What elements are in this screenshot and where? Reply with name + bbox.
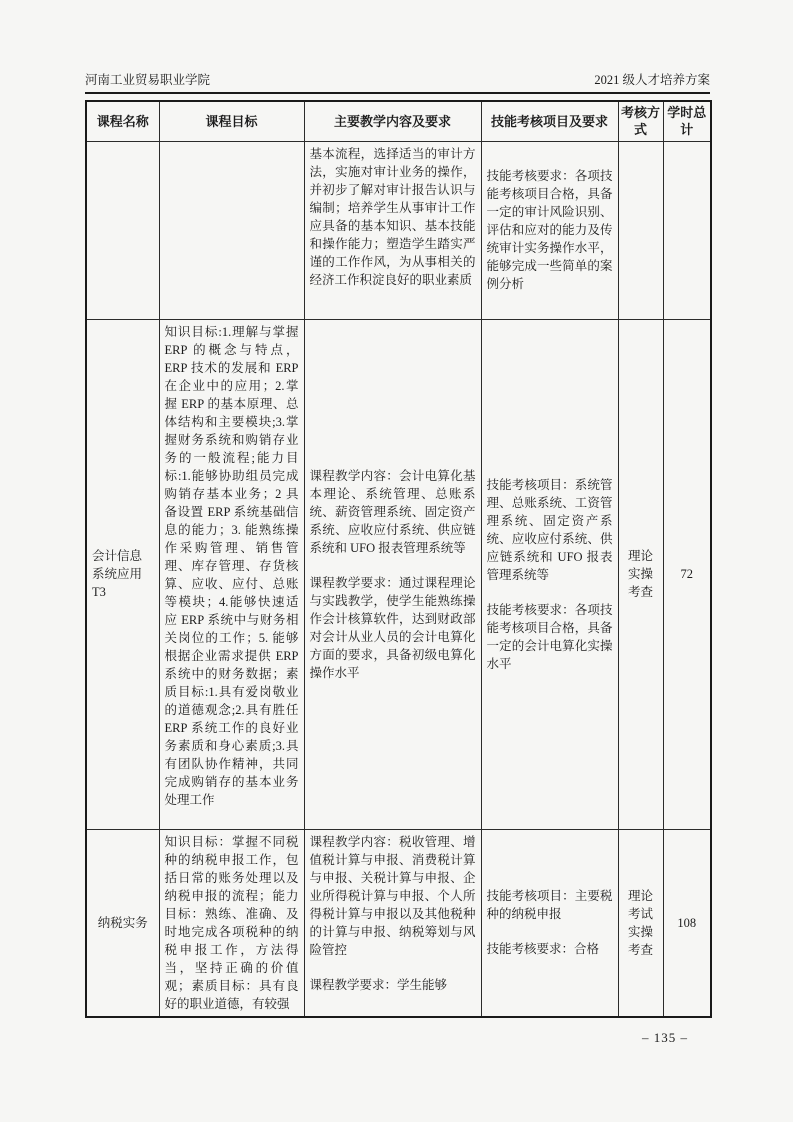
content-paragraph: 课程教学内容：税收管理、增值税计算与申报、消费税计算与申报、关税计算与申报、企业所得税计算与申报、个人所得税计算与申报以及其他税种的计算与申报、纳税筹划与风险管控 (309, 834, 476, 957)
cell-objectives (159, 141, 304, 319)
assessment-paragraph: 技能考核项目：系统管理、总账系统、工资管理系统、固定资产系统、应收应付系统、供应链系统和 UFO 报表管理系统等 (486, 477, 613, 582)
method-line: 考试 (627, 906, 653, 921)
objectives-paragraph: 知识目标：掌握不同税种的纳税申报工作，包括日常的账务处理以及纳税申报的流程；能力目标：熟练、准确、及时地完成各项税种的纳税申报工作，方法得当，坚持正确的价值观；素质目标：具有良好的职业道德，有较强 (164, 834, 299, 1011)
header-program-title: 2021 级人才培养方案 (594, 73, 710, 87)
col-header-course-name: 课程名称 (86, 101, 159, 141)
method-line: 实操 (627, 567, 653, 581)
content-paragraph: 课程教学要求：学生能够 (309, 977, 448, 992)
page-header (85, 70, 710, 94)
cell-content (304, 141, 481, 319)
cell-method (618, 319, 663, 829)
cell-hours: 72 (663, 319, 711, 829)
col-header-objectives: 课程目标 (159, 101, 304, 141)
method-line: 理论 (627, 549, 653, 563)
cell-assessment (481, 141, 618, 319)
table-header-row (86, 101, 711, 141)
cell-hours (663, 141, 711, 319)
course-name-line: T3 (92, 585, 106, 599)
courses-table (85, 100, 712, 1018)
cell-assessment (481, 829, 618, 1017)
cell-content (304, 829, 481, 1017)
cell-objectives (159, 319, 304, 829)
method-line: 考查 (627, 585, 653, 599)
table-row-accounting-info-system (86, 319, 711, 829)
course-name-line: 纳税实务 (97, 915, 148, 930)
method-line: 实操 (627, 924, 653, 939)
col-header-hours: 学时总计 (663, 101, 711, 141)
header-school-name: 河南工业贸易职业学院 (85, 73, 211, 87)
courses-table-wrap (85, 100, 710, 1018)
page-number: – 135 – (642, 1030, 688, 1045)
cell-course-name (86, 829, 159, 1017)
cell-objectives (159, 829, 304, 1017)
cell-method (618, 829, 663, 1017)
assessment-paragraph: 技能考核要求：各项技能考核项目合格，具备一定的审计风险识别、评估和应对的能力及传统审计实务操作水平，能够完成一些简单的案例分析 (486, 169, 613, 291)
cell-course-name (86, 319, 159, 829)
cell-hours: 108 (663, 829, 711, 1017)
cell-assessment (481, 319, 618, 829)
col-header-assessment: 技能考核项目及要求 (481, 101, 618, 141)
cell-course-name (86, 141, 159, 319)
content-paragraph: 课程教学内容：会计电算化基本理论、系统管理、总账系统、薪资管理系统、固定资产系统、应收应付系统、供应链系统和 UFO 报表管理系统等 (309, 468, 476, 555)
course-name-line: 系统应用 (92, 567, 143, 581)
content-paragraph: 基本流程，选择适当的审计方法，实施对审计业务的操作，并初步了解对审计报告认识与编制；培养学生从事审计工作应具备的基本知识、基本技能和操作能力；塑造学生踏实严谨的工作作风，为从事相关的经济工作积淀良好的职业素质 (309, 146, 476, 287)
course-name-line: 会计信息 (92, 549, 143, 563)
table-row-tax-practice (86, 829, 711, 1017)
cell-method (618, 141, 663, 319)
method-line: 理论 (627, 888, 653, 903)
cell-content (304, 319, 481, 829)
objectives-paragraph: 知识目标:1.理解与掌握 ERP 的概念与特点，ERP 技术的发展和 ERP 在企业中的应用；2.掌握 ERP 的基本原理、总体结构和主要模块;3.掌握财务系统和购销存业务的一般流程;能力目标:1.能够协助组员完成购销存基本业务；2 具备设置 ERP 系统基础信息的能力；3. 能熟练操作采购管理、销售管理、库存管理、存货核算、应收、应付、总账等模块；4.能够快速适应 ERP 系统中与财务相关岗位的工作；5. 能够根据企业需求提供 ERP 系统中的财务数据；素质目标:1.具有爱岗敬业的道德观念;2.具有胜任 ERP 系统工作的良好业务素质和身心素质;3.具有团队协作精神，共同完成购销存的基本业务处理工作 (164, 324, 299, 807)
assessment-paragraph: 技能考核要求：各项技能考核项目合格，具备一定的会计电算化实操水平 (486, 602, 613, 671)
content-paragraph: 课程教学要求：通过课程理论与实践教学，使学生能熟练操作会计核算软件，达到财政部对会计从业人员的会计电算化方面的要求，具备初级电算化操作水平 (309, 575, 476, 680)
col-header-content: 主要教学内容及要求 (304, 101, 481, 141)
table-row-audit-continuation (86, 141, 711, 319)
assessment-paragraph: 技能考核项目：主要税种的纳税申报 (486, 889, 613, 921)
col-header-method: 考核方式 (618, 101, 663, 141)
method-line: 考查 (627, 942, 653, 957)
assessment-paragraph: 技能考核要求：合格 (486, 942, 600, 956)
